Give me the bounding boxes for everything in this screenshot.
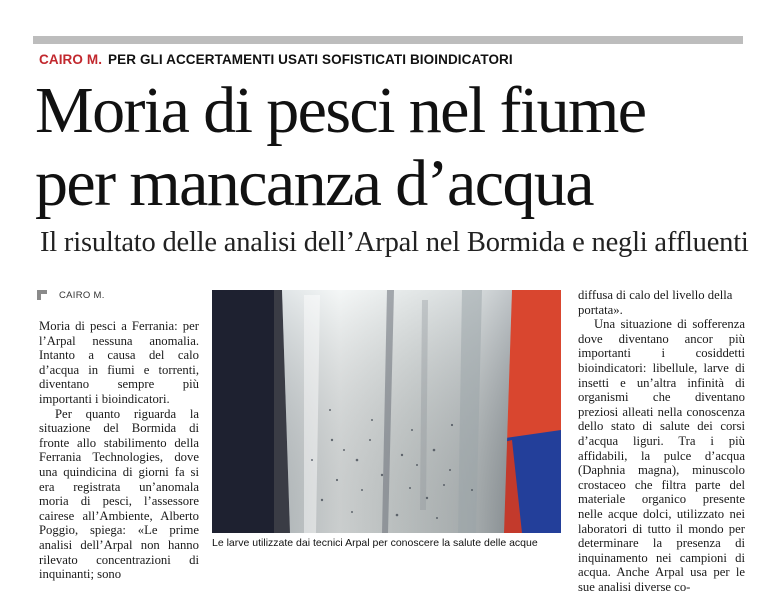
kicker-place: CAIRO M. <box>39 52 103 67</box>
paragraph: Moria di pesci a Ferrania: per l’Arpal nessuna anomalia. Intanto a causa del calo d’acqua in fiumi e torrenti, diventano sempre più importanti i bioindicatori. <box>39 319 199 406</box>
headline-line-1: Moria di pesci nel fiume <box>35 74 646 147</box>
headline-line-2: per mancanza d’acqua <box>35 147 593 220</box>
section-rule <box>33 36 743 44</box>
article-column-right <box>578 288 745 594</box>
paragraph: Per quanto riguarda la situazione del Bormida di fronte allo stabilimento della Ferrania Technologies, dove una quindicina di giorni fa si era registrata un’anomala moria di pesci, l’assessore cairese all’Ambiente, Alberto Poggio, spiega: «Le prime analisi dell’Arpal non hanno rilevato concentrazioni di inquinanti; sono <box>39 406 199 582</box>
paragraph: Una situazione di sofferenza dove diventano ancor più importanti i cosiddetti bioindicatori: libellule, larve di insetti e un’altra infinità di organismi che diventano preziosi alleati nella conoscenza dello stato di salute dei corsi d’acqua liguri. Tra i più affidabili, la pulce d’acqua (Daphnia magna), minuscolo crostaceo che filtra parte del materiale organico presente nelle acque dolci, utilizzato nei laboratori di tutto il mondo per determinare la presenza di inquinamento nei campioni di acqua. Anche Arpal usa per le sue analisi diverse co- <box>578 317 745 594</box>
subtitle: Il risultato delle analisi dell’Arpal nel Bormida e negli affluenti <box>40 227 749 258</box>
headline <box>35 74 747 220</box>
kicker-topic: PER GLI ACCERTAMENTI USATI SOFISTICATI BIOINDICATORI <box>108 52 513 67</box>
article-photo <box>212 290 561 533</box>
photo-caption: Le larve utilizzate dai tecnici Arpal per conoscere la salute delle acque <box>212 537 538 549</box>
byline-name: CAIRO M. <box>59 290 105 301</box>
kicker <box>39 52 513 67</box>
byline-corner-mark <box>37 290 47 300</box>
article-column-left <box>39 319 199 582</box>
paragraph: diffusa di calo del livello della portata». <box>578 288 733 317</box>
